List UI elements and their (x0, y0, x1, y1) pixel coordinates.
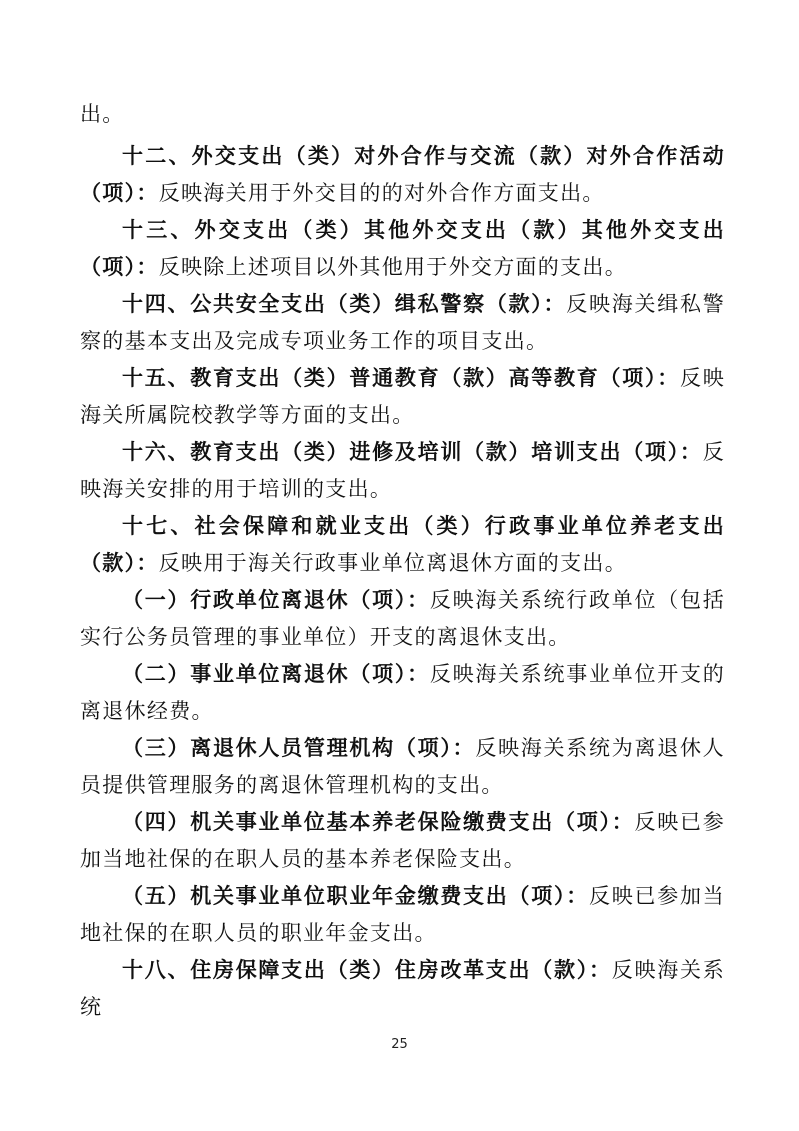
paragraph-heading: 十七、社会保障和就业支出（类）行政事业单位养老支出（款）： (80, 514, 725, 575)
paragraph-item-13 (80, 212, 725, 286)
paragraph-heading: 十八、住房保障支出（类）住房改革支出（款）： (122, 958, 612, 982)
paragraph-continuation (80, 96, 725, 133)
paragraph-subitem-1 (80, 582, 725, 656)
paragraph-text: 反映海关缉私警察的基本支出及完成专项业务工作的项目支出。 (80, 292, 725, 353)
paragraph-text: 反映海关系统事业单位开支的离退休经费。 (80, 662, 725, 723)
paragraph-text: 反映海关用于外交目的的对外合作方面支出。 (158, 181, 605, 205)
paragraph-text: 反映海关系统行政单位（包括实行公务员管理的事业单位）开支的离退休支出。 (80, 588, 725, 649)
paragraph-text: 反映已参加当地社保的在职人员的基本养老保险支出。 (80, 810, 725, 871)
paragraph-heading: （一）行政单位离退休（项）： (122, 588, 430, 612)
paragraph-heading: 十六、教育支出（类）进修及培训（款）培训支出（项）： (122, 440, 703, 464)
paragraph-text: 反映海关系统为离退休人员提供管理服务的离退休管理机构的支出。 (80, 736, 725, 797)
paragraph-heading: 十五、教育支出（类）普通教育（款）高等教育（项）： (122, 366, 680, 390)
paragraph-heading: （三）离退休人员管理机构（项）： (122, 736, 476, 760)
paragraph-subitem-4 (80, 804, 725, 878)
paragraph-item-15 (80, 360, 725, 434)
paragraph-heading: （二）事业单位离退休（项）： (122, 662, 430, 686)
page-number: 25 (391, 1037, 408, 1052)
paragraph-item-18 (80, 952, 725, 1026)
paragraph-heading: 十三、外交支出（类）其他外交支出（款）其他外交支出（项）： (80, 218, 725, 279)
paragraph-subitem-5 (80, 878, 725, 952)
paragraph-item-14 (80, 286, 725, 360)
paragraph-item-12 (80, 138, 725, 212)
paragraph-text: 反映海关安排的用于培训的支出。 (80, 440, 725, 501)
paragraph-heading: （五）机关事业单位职业年金缴费支出（项）： (122, 884, 589, 908)
paragraph-text: 反映已参加当地社保的在职人员的职业年金支出。 (80, 884, 725, 945)
paragraph-item-16 (80, 434, 725, 508)
paragraph-heading: （四）机关事业单位基本养老保险缴费支出（项）： (122, 810, 635, 834)
paragraph-text: 反映用于海关行政事业单位离退休方面的支出。 (158, 551, 628, 575)
paragraph-text: 反映海关所属院校教学等方面的支出。 (80, 366, 725, 427)
paragraph-text: 反映海关系统 (80, 958, 726, 1019)
paragraph-text: 反映除上述项目以外其他用于外交方面的支出。 (158, 255, 628, 279)
paragraph-subitem-3 (80, 730, 725, 804)
paragraph-heading: 十四、公共安全支出（类）缉私警察（款）： (122, 292, 567, 316)
paragraph-text: 出。 (80, 102, 125, 126)
paragraph-heading: 十二、外交支出（类）对外合作与交流（款）对外合作活动（项）： (80, 144, 725, 205)
paragraph-item-17 (80, 508, 725, 582)
paragraph-subitem-2 (80, 656, 725, 730)
